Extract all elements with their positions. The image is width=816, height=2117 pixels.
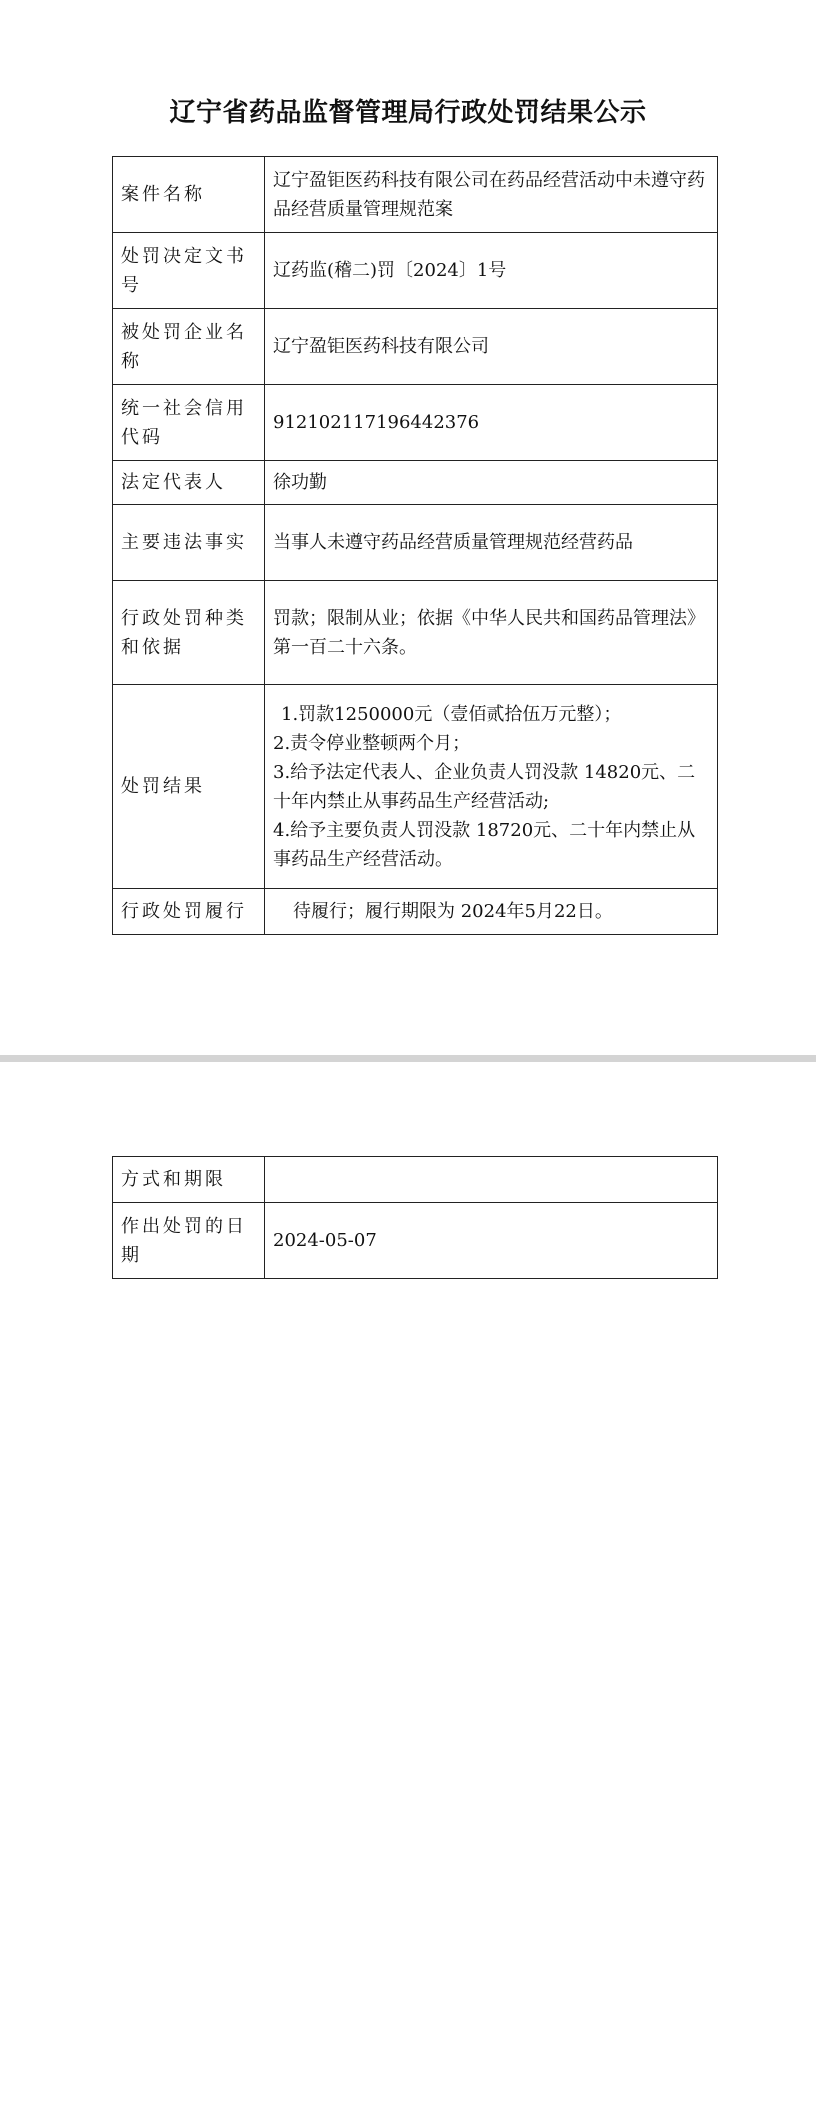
row-label: 统一社会信用代码 (113, 385, 265, 461)
table-row (113, 889, 718, 935)
result-item: 1.罚款1250000元（壹佰贰拾伍万元整）； (281, 703, 622, 725)
row-value-list (265, 685, 718, 889)
result-item: 4.给予主要负责人罚没款 18720元、二十年内禁止从事药品生产经营活动。 (273, 819, 696, 870)
row-value: 辽宁盈钜医药科技有限公司在药品经营活动中未遵守药品经营质量管理规范案 (265, 157, 718, 233)
row-label: 处罚结果 (113, 685, 265, 889)
row-value: 912102117196442376 (265, 385, 718, 461)
table-row (113, 233, 718, 309)
table-row (113, 505, 718, 581)
table-row (113, 685, 718, 889)
penalty-table-continued (112, 1156, 718, 1279)
row-label: 行政处罚种类和依据 (113, 581, 265, 685)
page-title: 辽宁省药品监督管理局行政处罚结果公示 (169, 98, 647, 128)
page-separator (0, 1055, 816, 1062)
row-label: 被处罚企业名称 (113, 309, 265, 385)
table-row (113, 581, 718, 685)
result-item: 2.责令停业整顿两个月； (273, 732, 471, 754)
row-value: 辽药监(稽二)罚〔2024〕1号 (265, 233, 718, 309)
row-label: 案件名称 (113, 157, 265, 233)
document-page-2 (0, 1062, 816, 2117)
row-label: 法定代表人 (113, 461, 265, 505)
table-row (113, 1203, 718, 1279)
table-row (113, 309, 718, 385)
row-label: 主要违法事实 (113, 505, 265, 581)
table-row (113, 461, 718, 505)
row-value: 当事人未遵守药品经营质量管理规范经营药品 (265, 505, 718, 581)
row-label: 作出处罚的日期 (113, 1203, 265, 1279)
table-row (113, 157, 718, 233)
table-row (113, 1157, 718, 1203)
row-value: 2024-05-07 (265, 1203, 718, 1279)
row-value: 辽宁盈钜医药科技有限公司 (265, 309, 718, 385)
row-label: 行政处罚履行 (113, 889, 265, 935)
penalty-table (112, 156, 718, 935)
row-value: 徐功勤 (265, 461, 718, 505)
result-item: 3.给予法定代表人、企业负责人罚没款 14820元、二十年内禁止从事药品生产经营活动; (273, 761, 696, 812)
row-value (265, 1157, 718, 1203)
table-row (113, 385, 718, 461)
row-label: 处罚决定文书号 (113, 233, 265, 309)
row-label: 方式和期限 (113, 1157, 265, 1203)
document-page-1 (0, 0, 816, 1055)
row-value: 罚款；限制从业；依据《中华人民共和国药品管理法》第一百二十六条。 (265, 581, 718, 685)
row-value: 待履行；履行期限为 2024年5月22日。 (265, 889, 718, 935)
